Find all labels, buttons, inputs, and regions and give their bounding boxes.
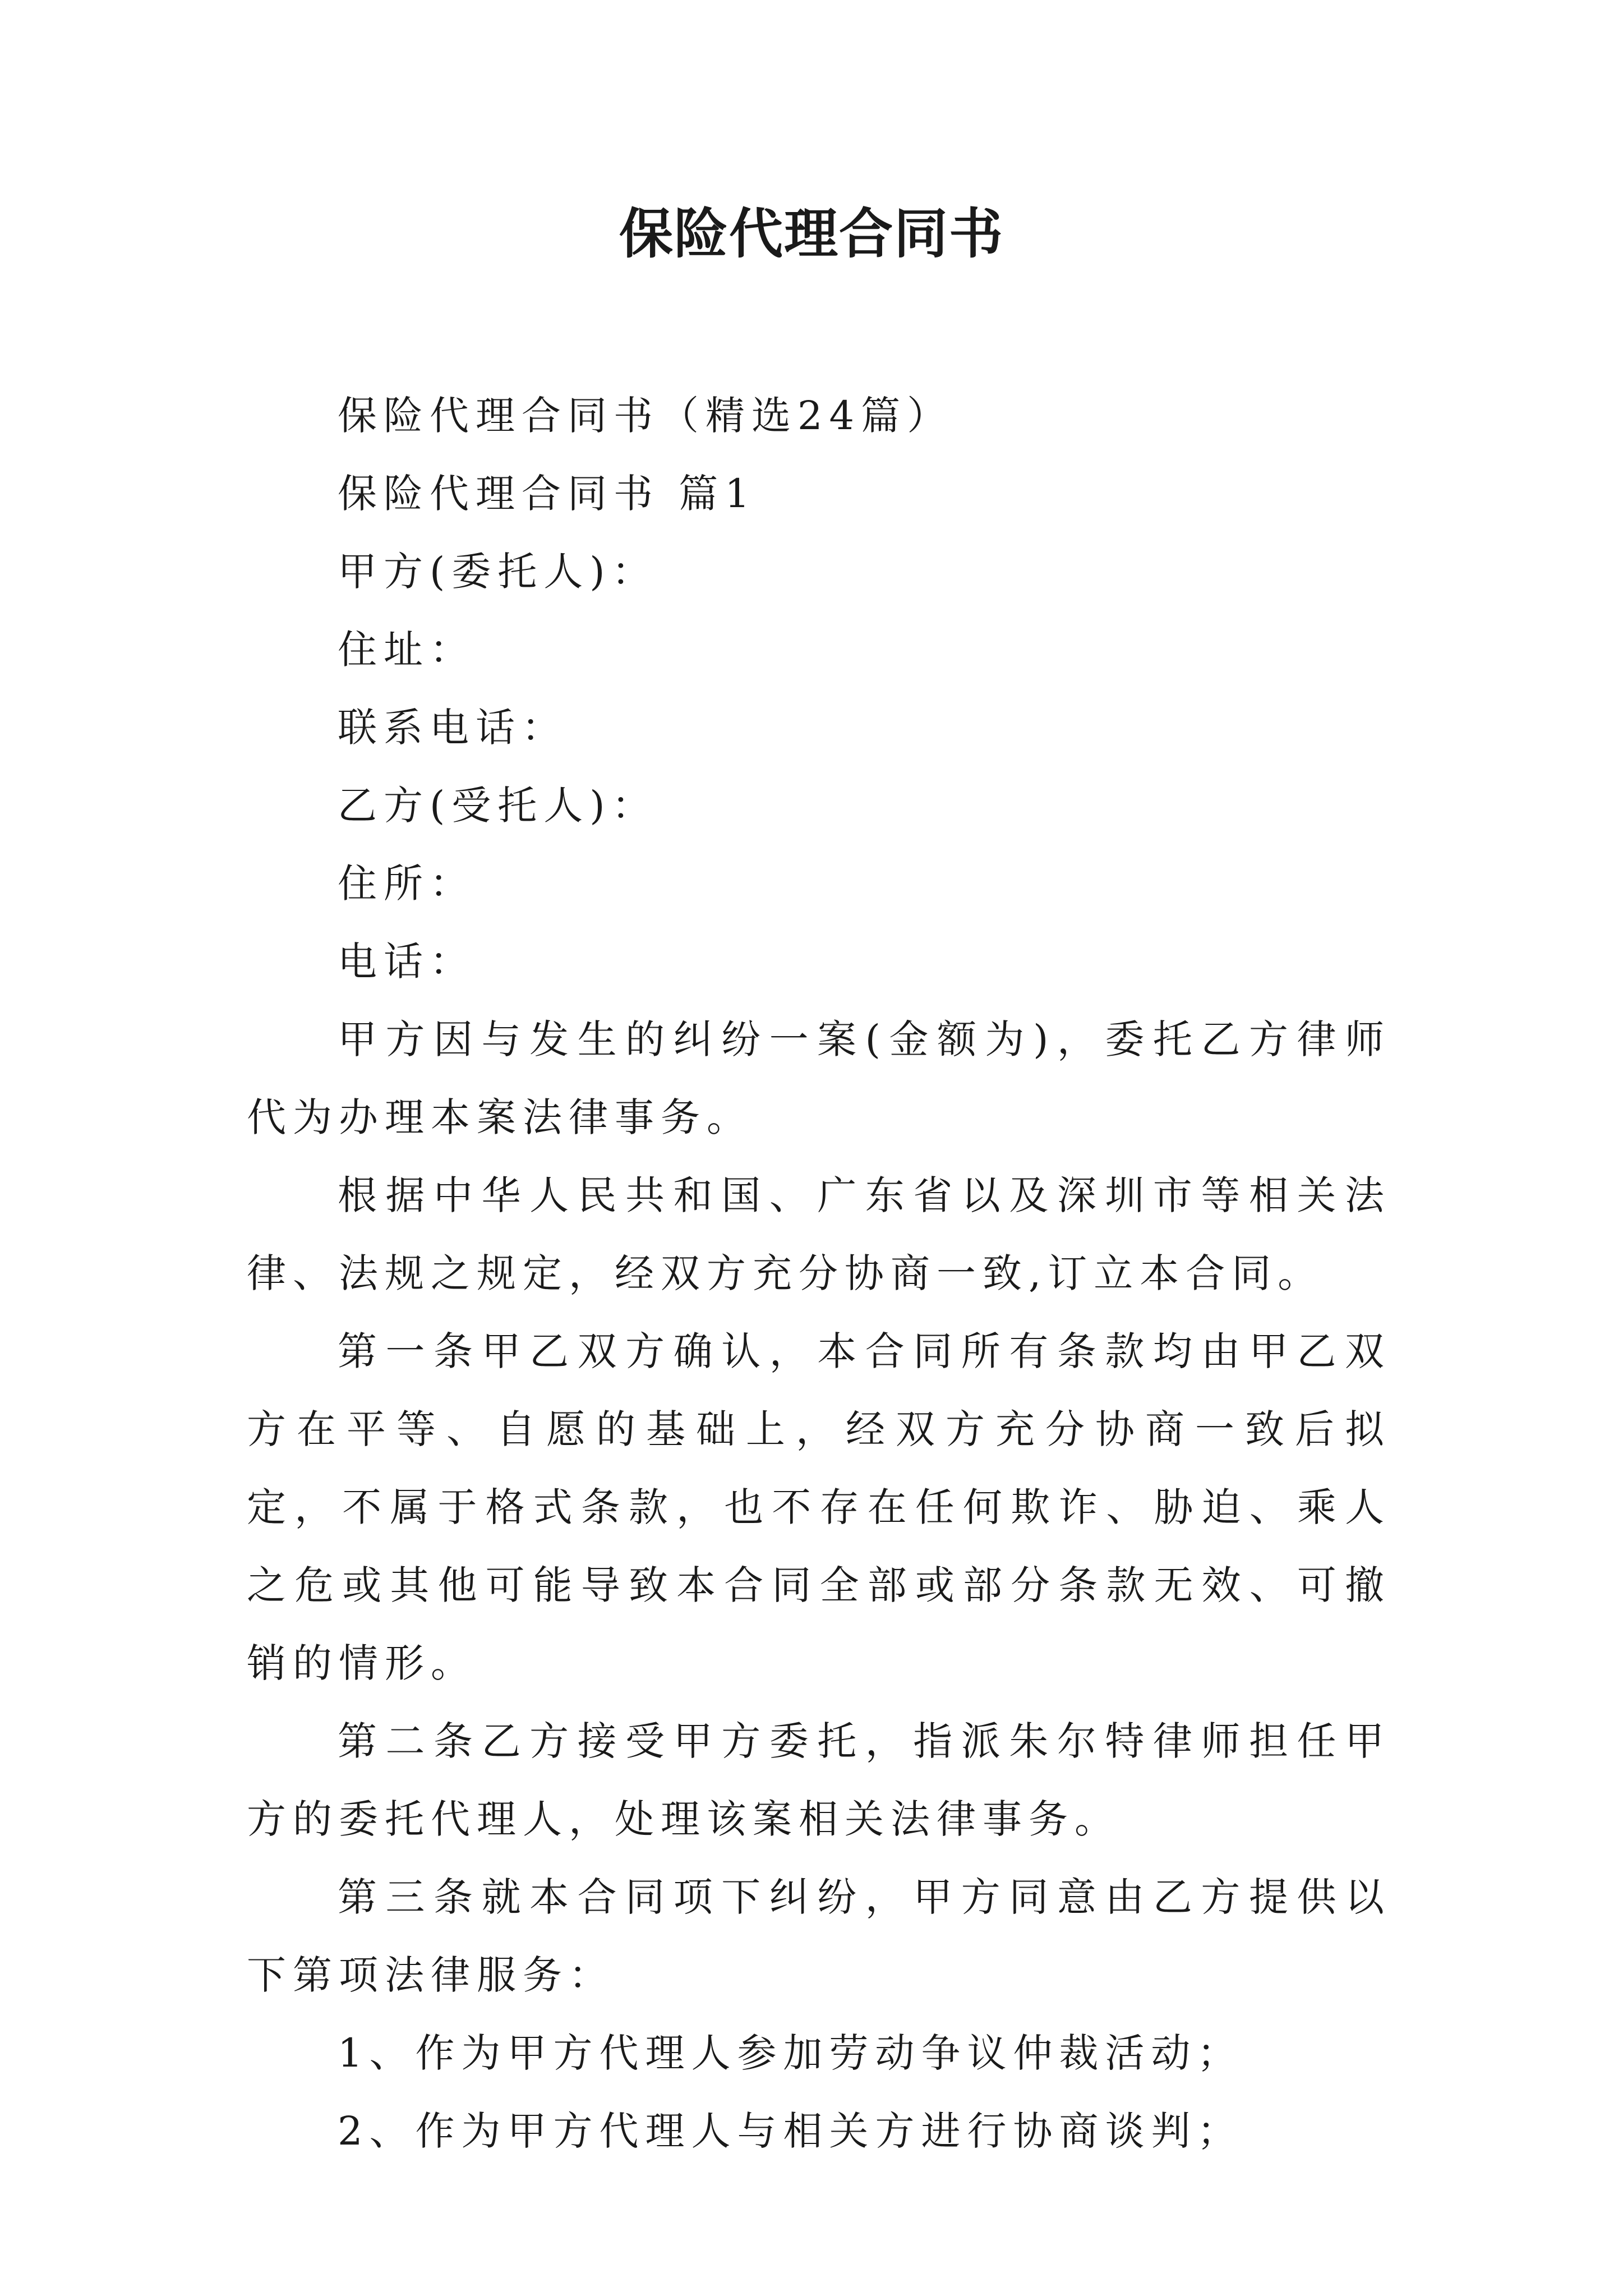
paragraph-service-item-2: 2、作为甲方代理人与相关方进行协商谈判； xyxy=(338,2108,1243,2154)
paragraph-section-heading: 保险代理合同书 篇1 xyxy=(338,471,757,517)
document-body xyxy=(247,377,1391,2170)
paragraph-party-b-address: 住所： xyxy=(338,861,476,907)
paragraph-party-a-phone: 联系电话： xyxy=(338,705,568,751)
paragraph-article-2: 第二条乙方接受甲方委托，指派朱尔特律师担任甲方的委托代理人，处理该案相关法律事务。 xyxy=(247,1718,1391,1842)
paragraph-subtitle: 保险代理合同书（精选24篇） xyxy=(338,393,953,439)
paragraph-legal-basis: 根据中华人民共和国、广东省以及深圳市等相关法律、法规之规定，经双方充分协商一致,订立本合同。 xyxy=(247,1172,1391,1296)
paragraph-party-a-address: 住址： xyxy=(338,627,476,673)
paragraph-party-b-phone: 电话： xyxy=(338,938,476,984)
paragraph-article-3: 第三条就本合同项下纠纷，甲方同意由乙方提供以下第项法律服务： xyxy=(247,1874,1391,1998)
paragraph-article-1: 第一条甲乙双方确认，本合同所有条款均由甲乙双方在平等、自愿的基础上，经双方充分协商一致后拟定，不属于格式条款，也不存在任何欺诈、胁迫、乘人之危或其他可能导致本合同全部或部分条款无效、可撤销的情形。 xyxy=(247,1328,1391,1686)
paragraph-service-item-1: 1、作为甲方代理人参加劳动争议仲裁活动； xyxy=(338,2030,1243,2076)
paragraph-party-b: 乙方(受托人)： xyxy=(338,783,658,829)
paragraph-case-intro: 甲方因与发生的纠纷一案(金额为)，委托乙方律师代为办理本案法律事务。 xyxy=(247,1016,1391,1140)
document-title: 保险代理合同书 xyxy=(619,202,1004,265)
paragraph-party-a: 甲方(委托人)： xyxy=(338,549,658,595)
